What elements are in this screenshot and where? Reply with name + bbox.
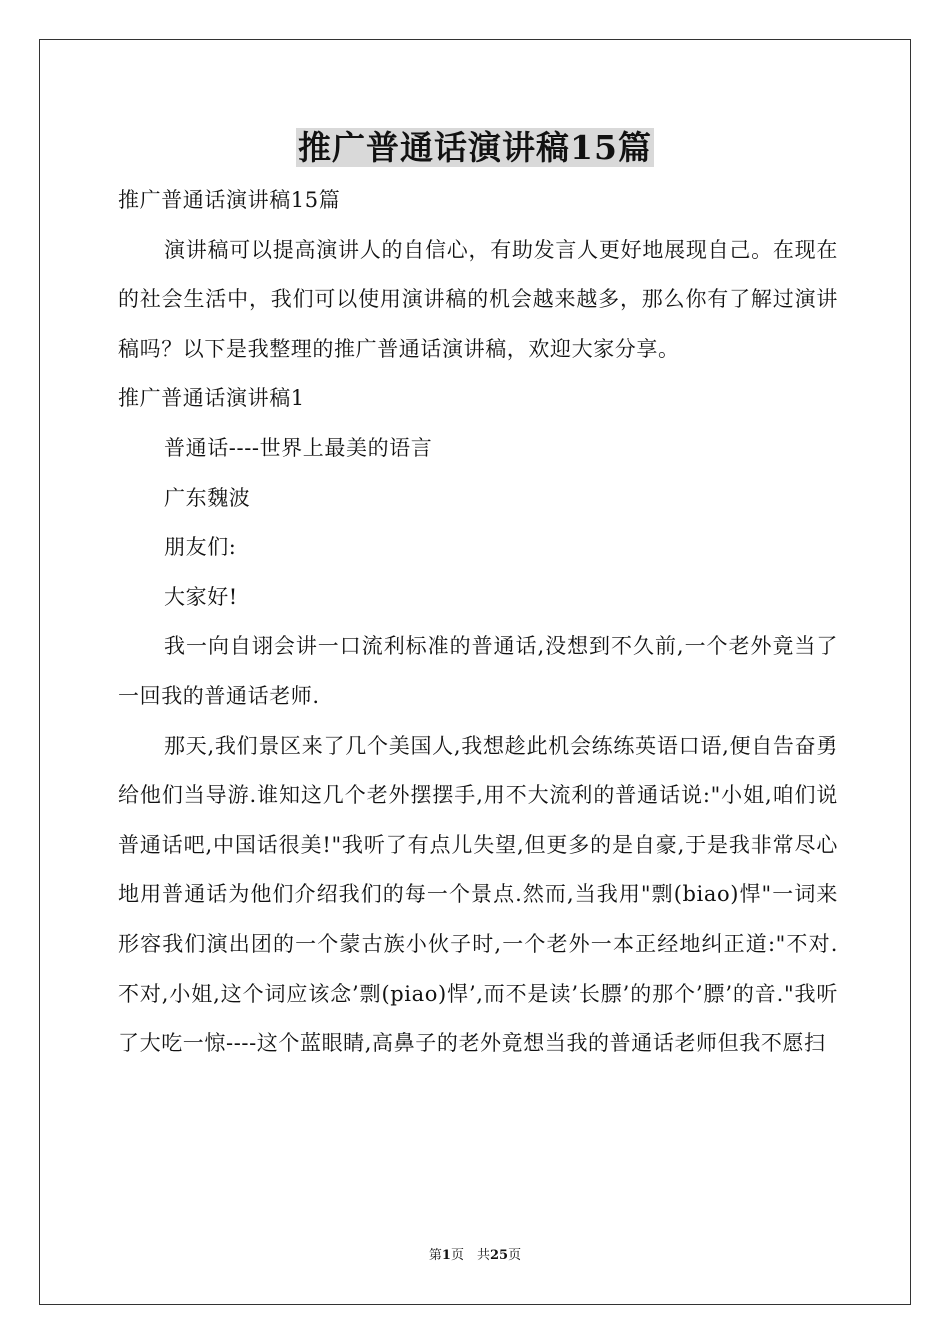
paragraph: 朋友们:	[164, 535, 237, 560]
paragraph: 广东魏波	[164, 485, 251, 510]
document-body	[118, 176, 838, 1069]
page-suffix: 页	[508, 1248, 522, 1263]
page-total: 25	[489, 1248, 509, 1263]
document-title	[0, 124, 950, 172]
paragraph: 普通话----世界上最美的语言	[164, 435, 433, 460]
paragraph: 我一向自诩会讲一口流利标准的普通话,没想到不久前,一个老外竟当了一回我的普通话老师.	[118, 634, 838, 708]
paragraph: 大家好!	[164, 584, 238, 609]
page-mid: 页 共	[450, 1248, 490, 1263]
page-prefix: 第	[428, 1248, 442, 1263]
page-footer	[0, 1247, 950, 1265]
page-current: 1	[441, 1248, 451, 1263]
paragraph: 那天,我们景区来了几个美国人,我想趁此机会练练英语口语,便自告奋勇给他们当导游.谁知这几个老外摆摆手,用不大流利的普通话说:"小姐,咱们说普通话吧,中国话很美!"我听了有点儿失望,但更多的是自豪,于是我非常尽心地用普通话为他们介绍我们的每一个景点.然而,当我用"剽(biao)悍"一词来形容我们演出团的一个蒙古族小伙子时,一个老外一本正经地纠正道:"不对.不对,小姐,这个词应该念’剽(piao)悍’,而不是读’长膘’的那个’膘’的音."我听了大吃一惊----这个蓝眼睛,高鼻子的老外竟想当我的普通话老师但我不愿扫	[118, 733, 838, 1056]
paragraph: 演讲稿可以提高演讲人的自信心，有助发言人更好地展现自己。在现在的社会生活中，我们可以使用演讲稿的机会越来越多，那么你有了解过演讲稿吗？以下是我整理的推广普通话演讲稿，欢迎大家分享。	[118, 237, 838, 361]
document-title-text: 推广普通话演讲稿15篇	[298, 128, 652, 167]
paragraph: 推广普通话演讲稿1	[118, 386, 305, 411]
paragraph: 推广普通话演讲稿15篇	[118, 188, 341, 212]
